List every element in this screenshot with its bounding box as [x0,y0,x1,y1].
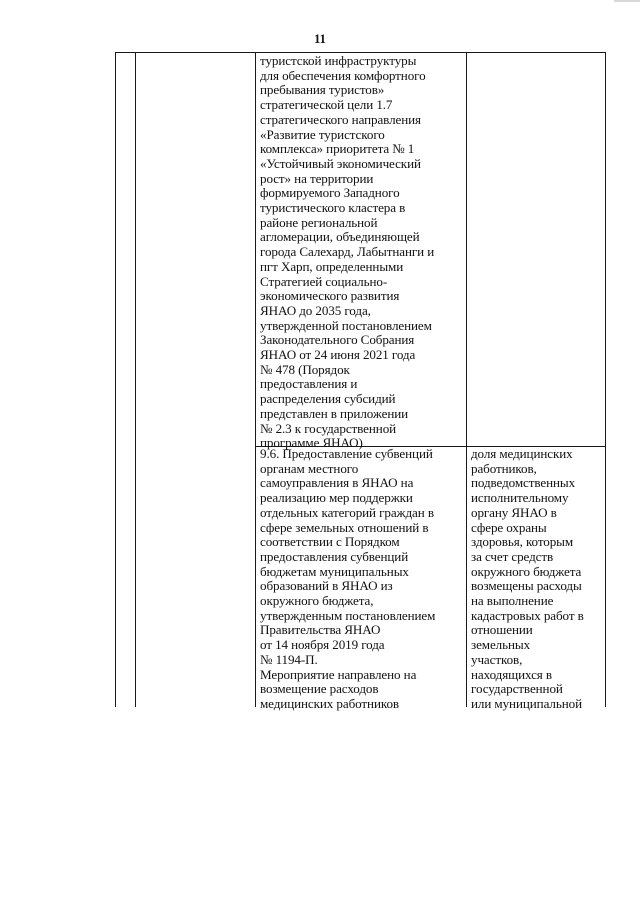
column-divider [135,53,136,707]
column-divider [255,53,256,707]
continued-measure-cell: туристской инфраструктуры для обеспечения комфортного пребывания туристов» стратегической цели 1.7 стратегического направления «Развитие туристского комплекса» приоритета № 1 «Устойчивый экономический рост» на территории формируемого Западного туристического кластера в районе региональной агломерации, объединяющей города Салехард, Лабытнанги и пгт Харп, определенными Стратегией социально- экономического развития ЯНАО до 2035 года, утвержденной постановлением Законодательного Собрания ЯНАО от 24 июня 2021 года № 478 (Порядок предоставления и распределения субсидий представлен в приложении № 2.3 к государственной программе ЯНАО) [260,53,435,451]
page-number: 11 [314,32,326,46]
scan-edge-mark [614,0,640,2]
measure-9-6-indicator-cell: доля медицинских работников, подведомственных исполнительному органу ЯНАО в сфере охраны здоровья, которым за счет средств окружного бюджета возмещены расходы на выполнение кадастровых работ в отношении земельных участков, находящихся в государственной или муниципальной [471,446,584,711]
measure-9-6-description-cell: 9.6. Предоставление субвенций органам местного самоуправления в ЯНАО на реализацию мер поддержки отдельных категорий граждан в сфере земельных отношений в соответствии с Порядком предоставления субвенций бюджетам муниципальных образований в ЯНАО из окружного бюджета, утвержденным постановлением Правительства ЯНАО от 14 ноября 2019 года № 1194-П. Мероприятие направлено на возмещение расходов медицинских работников [260,446,436,711]
program-table [115,52,606,711]
